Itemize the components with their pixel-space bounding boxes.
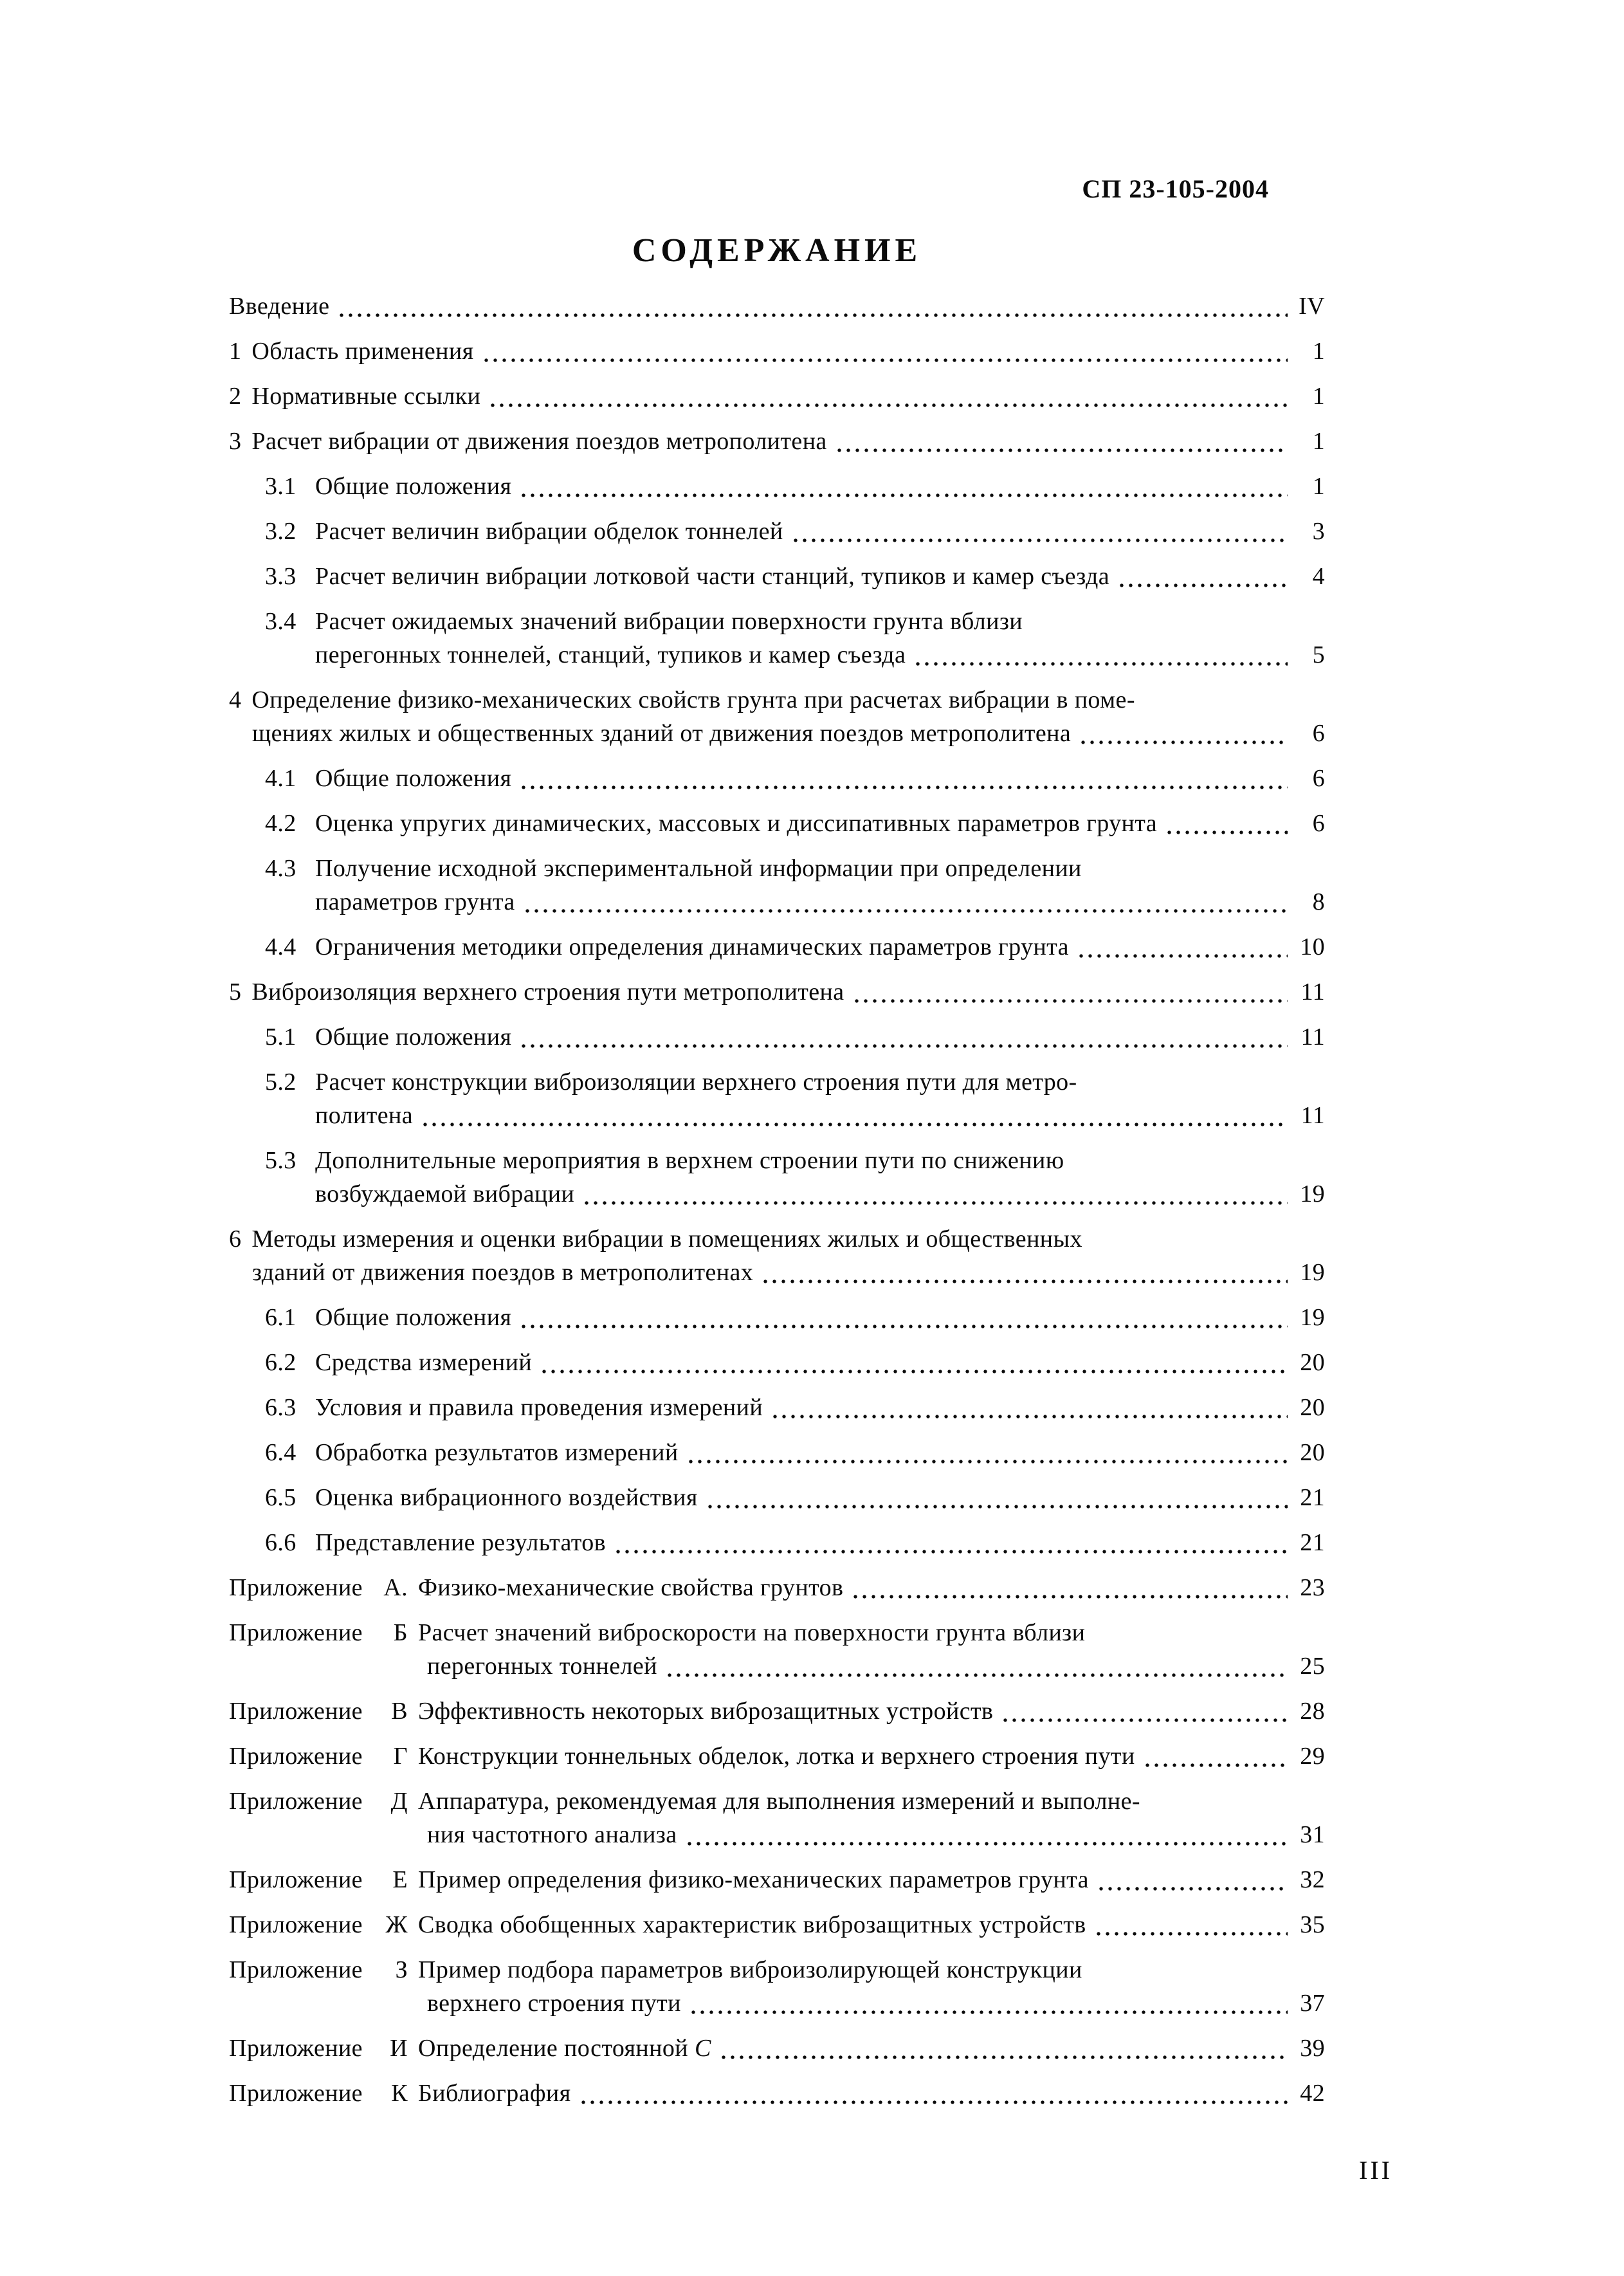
entry-text: Общие положения [315,473,512,500]
entry-text: перегонных тоннелей, станций, тупиков и камер съезда [315,641,906,668]
entry-text: Область применения [251,338,474,365]
page-number: 35 [1300,1911,1325,1938]
entry-text: Представление результатов [315,1529,606,1556]
dot-leader [488,380,1288,413]
toc-entry [229,807,1325,840]
entry-line [229,975,1325,1009]
entry-text: политена [315,1102,414,1129]
entry-line [229,1436,1325,1469]
page-number: 28 [1300,1698,1325,1725]
page-number: 1 [1312,428,1325,455]
page-number: 11 [1300,1023,1325,1051]
dot-leader [337,289,1288,323]
page-number: 21 [1300,1529,1325,1556]
entry-label: 1 [229,338,242,365]
entry-label: 6.1 [265,1304,297,1331]
entry-text: верхнего строения пути [427,1990,681,2017]
dot-leader [614,1526,1288,1559]
toc-entry [229,605,1325,672]
dot-leader [1097,1863,1288,1896]
entry-label: 5.3 [265,1147,297,1174]
appendix-letter: Е [392,1866,408,1893]
entry-line [229,885,1325,919]
page-number: 21 [1300,1484,1325,1511]
entry-line [229,1649,1325,1683]
entry-text: Расчет величин вибрации обделок тоннелей [315,518,783,545]
entry-line [229,852,1325,885]
entry-text: Виброизоляция верхнего строения пути метрополитена [251,978,844,1005]
entry-line [229,1694,1325,1728]
entry-text: Конструкции тоннельных обделок, лотка и верхнего строения пути [418,1743,1135,1770]
entry-line [229,2077,1325,2110]
entry-label [229,1785,408,1818]
page-number: 20 [1300,1439,1325,1466]
page-title: СОДЕРЖАНИЕ [632,232,922,269]
entry-text: Методы измерения и оценки вибрации в помещениях жилых и общественных [251,1225,1082,1253]
entry-label: 3.2 [265,518,297,545]
entry-text: щениях жилых и общественных зданий от движения поездов метрополитена [252,720,1072,747]
entry-label: 4.3 [265,855,297,882]
toc-entry [229,1863,1325,1896]
page-number: 1 [1312,473,1325,500]
entry-text: Общие положения [315,765,512,792]
appendix-word: Приложение [229,1619,363,1646]
dot-leader [665,1649,1288,1683]
page-number: 31 [1300,1821,1325,1848]
entry-line [229,335,1325,368]
appendix-letter: Г [393,1743,408,1770]
entry-label [229,1739,408,1773]
entry-line [229,470,1325,503]
entry-text: Нормативные ссылки [251,383,481,410]
entry-line [229,1099,1325,1132]
page-number: 29 [1300,1743,1325,1770]
entry-text: Оценка вибрационного воздействия [315,1484,698,1511]
entry-label [229,1616,408,1649]
entry-label [229,1953,408,1987]
appendix-word: Приложение [229,1698,363,1725]
dot-leader [519,1301,1288,1334]
page-number: 19 [1300,1180,1325,1207]
page-number: 10 [1300,933,1325,960]
entry-line [229,807,1325,840]
dot-leader [719,2032,1288,2065]
entry-line [229,1818,1325,1851]
entry-label: 6.4 [265,1439,297,1466]
toc-entry [229,1301,1325,1334]
entry-line [229,1987,1325,2020]
toc-entry [229,683,1325,750]
entry-line [229,1346,1325,1379]
entry-text: Пример определения физико-механических параметров грунта [418,1866,1089,1893]
entry-line [229,289,1325,323]
toc-list [229,289,1325,2122]
entry-label: 4 [229,686,242,713]
dot-leader [582,1177,1288,1211]
entry-line [229,1908,1325,1941]
folio-page-number: III [1359,2156,1392,2185]
toc-entry [229,289,1325,323]
entry-text: перегонных тоннелей [427,1653,657,1680]
appendix-letter: Ж [385,1911,408,1938]
entry-text: Пример подбора параметров виброизолирующей конструкции [418,1956,1082,1983]
toc-entry [229,1739,1325,1773]
entry-text: Расчет значений виброскорости на поверхности грунта вблизи [418,1619,1086,1646]
entry-line [229,930,1325,964]
page-number: 4 [1312,563,1325,590]
page-number: 37 [1300,1990,1325,2017]
entry-line [229,1616,1325,1649]
toc-entry [229,1694,1325,1728]
entry-line [229,1301,1325,1334]
dot-leader [1077,930,1288,964]
entry-line [229,1953,1325,1987]
dot-leader [482,335,1288,368]
entry-label: 2 [229,383,242,410]
entry-label: 6 [229,1225,242,1253]
entry-text: Аппаратура, рекомендуемая для выполнения измерений и выполне- [418,1788,1140,1815]
entry-text: Условия и правила проведения измерений [315,1394,763,1421]
dot-leader [421,1099,1288,1132]
entry-label: 3.1 [265,473,297,500]
dot-leader [791,515,1288,548]
dot-leader [1094,1908,1288,1941]
toc-entry [229,515,1325,548]
entry-label: 3.4 [265,608,297,635]
toc-entry [229,1391,1325,1424]
page-number: 19 [1300,1304,1325,1331]
entry-label [229,2032,408,2065]
entry-text: возбуждаемой вибрации [315,1180,575,1207]
entry-text: параметров грунта [315,888,515,915]
entry-line [229,1256,1325,1289]
dot-leader [579,2077,1288,2110]
page-number: 19 [1300,1259,1325,1286]
entry-label [229,1571,408,1604]
page-number: 5 [1312,641,1325,668]
entry-label: 3.3 [265,563,297,590]
appendix-word: Приложение [229,1956,363,1983]
entry-text: Библиография [418,2080,571,2107]
appendix-letter: Д [390,1788,408,1815]
entry-text: зданий от движения поездов в метрополитенах [252,1259,754,1286]
dot-leader [1001,1694,1288,1728]
toc-entry [229,470,1325,503]
toc-entry [229,852,1325,919]
entry-label: 6.5 [265,1484,297,1511]
page-number: 25 [1300,1653,1325,1680]
toc-entry [229,1785,1325,1851]
entry-label: 3 [229,428,242,455]
toc-entry [229,425,1325,458]
appendix-word: Приложение [229,1574,363,1601]
toc-entry [229,1144,1325,1211]
toc-entry [229,1953,1325,2020]
page-number: 6 [1312,720,1325,747]
entry-line [229,762,1325,795]
entry-text: Физико-механические свойства грунтов [418,1574,844,1601]
entry-text: Расчет величин вибрации лотковой части станций, тупиков и камер съезда [315,563,1110,590]
page-number: 11 [1300,978,1325,1005]
entry-label: 5.1 [265,1023,297,1051]
dot-leader [771,1391,1288,1424]
entry-text: Обработка результатов измерений [315,1439,679,1466]
entry-text: Средства измерений [315,1349,533,1376]
toc-entry [229,930,1325,964]
entry-label [229,1908,408,1941]
appendix-letter: К [391,2080,408,2107]
appendix-word: Приложение [229,2035,363,2062]
appendix-letter: В [391,1698,408,1725]
dot-leader [519,1020,1288,1054]
appendix-word: Приложение [229,1743,363,1770]
entry-text: ния частотного анализа [427,1821,677,1848]
entry-label [229,1694,408,1728]
entry-text: Эффективность некоторых виброзащитных устройств [418,1698,994,1725]
entry-text: Общие положения [315,1023,512,1051]
dot-leader [1117,560,1288,593]
entry-line [229,2032,1325,2065]
entry-text: Ограничения методики определения динамических параметров грунта [315,933,1069,960]
dot-leader [1143,1739,1288,1773]
dot-leader [686,1436,1288,1469]
toc-entry [229,762,1325,795]
doc-number: СП 23-105-2004 [1082,174,1269,203]
entry-line [229,1177,1325,1211]
entry-line [229,1571,1325,1604]
entry-text: Дополнительные мероприятия в верхнем строении пути по снижению [315,1147,1064,1174]
toc-entry [229,380,1325,413]
entry-text: Общие положения [315,1304,512,1331]
appendix-letter: И [390,2035,408,2062]
page-number: 6 [1312,765,1325,792]
dot-leader [1079,717,1288,750]
entry-label: 4.4 [265,933,297,960]
page-number: 32 [1300,1866,1325,1893]
entry-text: Расчет вибрации от движения поездов метрополитена [251,428,827,455]
entry-line [229,1739,1325,1773]
entry-line [229,717,1325,750]
entry-line [229,1144,1325,1177]
dot-leader [685,1818,1288,1851]
toc-entry [229,1222,1325,1289]
dot-leader [706,1481,1288,1514]
entry-label: 6.3 [265,1394,297,1421]
dot-leader [852,975,1288,1009]
entry-line [229,605,1325,638]
page-number: 8 [1312,888,1325,915]
entry-label: 5.2 [265,1069,297,1096]
page-number: 11 [1300,1102,1325,1129]
appendix-letter: Б [393,1619,408,1646]
entry-line [229,560,1325,593]
page-number: 20 [1300,1349,1325,1376]
entry-line [229,1222,1325,1256]
toc-entry [229,1481,1325,1514]
appendix-word: Приложение [229,1911,363,1938]
appendix-letter: З [395,1956,408,1983]
dot-leader [523,885,1288,919]
entry-line [229,1481,1325,1514]
entry-label: 4.2 [265,810,297,837]
toc-entry [229,975,1325,1009]
entry-text: Определение постоянной С [418,2035,711,2062]
entry-line [229,380,1325,413]
entry-line [229,515,1325,548]
toc-entry [229,1526,1325,1559]
toc-entry [229,1020,1325,1054]
page-number: 1 [1312,383,1325,410]
dot-leader [519,470,1288,503]
entry-line [229,1785,1325,1818]
dot-leader [835,425,1288,458]
appendix-word: Приложение [229,1866,363,1893]
toc-entry [229,1571,1325,1604]
entry-line [229,1065,1325,1099]
page-number: 23 [1300,1574,1325,1601]
dot-leader [761,1256,1288,1289]
entry-line [229,1526,1325,1559]
toc-entry [229,2077,1325,2110]
toc-entry [229,2032,1325,2065]
entry-text-italic: С [694,2035,711,2062]
dot-leader [519,762,1288,795]
dot-leader [851,1571,1288,1604]
entry-text: Определение физико-механических свойств грунта при расчетах вибрации в поме- [251,686,1135,713]
entry-line [229,1863,1325,1896]
page-number: 3 [1312,518,1325,545]
toc-entry [229,1065,1325,1132]
toc-entry [229,1436,1325,1469]
dot-leader [913,638,1288,672]
entry-line [229,683,1325,717]
appendix-word: Приложение [229,2080,363,2107]
entry-text: Расчет ожидаемых значений вибрации поверхности грунта вблизи [315,608,1023,635]
dot-leader [689,1987,1288,2020]
toc-entry [229,1346,1325,1379]
appendix-word: Приложение [229,1788,363,1815]
entry-label: 6.2 [265,1349,297,1376]
page-number: IV [1299,293,1325,320]
entry-text: Расчет конструкции виброизоляции верхнего строения пути для метро- [315,1069,1077,1096]
toc-entry [229,560,1325,593]
entry-text: Получение исходной экспериментальной информации при определении [315,855,1082,882]
entry-label [229,2077,408,2110]
page-number: 6 [1312,810,1325,837]
dot-leader [1165,807,1288,840]
entry-text: Введение [229,293,330,320]
entry-label: 4.1 [265,765,297,792]
entry-line [229,638,1325,672]
dot-leader [540,1346,1288,1379]
entry-text: Оценка упругих динамических, массовых и диссипативных параметров грунта [315,810,1157,837]
entry-label: 6.6 [265,1529,297,1556]
page-number: 39 [1300,2035,1325,2062]
toc-entry [229,335,1325,368]
entry-line [229,425,1325,458]
appendix-letter: А. [383,1574,408,1601]
entry-text: Сводка обобщенных характеристик виброзащитных устройств [418,1911,1086,1938]
entry-line [229,1391,1325,1424]
page-number: 1 [1312,338,1325,365]
page-number: 20 [1300,1394,1325,1421]
toc-entry [229,1616,1325,1683]
entry-line [229,1020,1325,1054]
entry-label: 5 [229,978,242,1005]
entry-label [229,1863,408,1896]
page-number: 42 [1300,2080,1325,2107]
toc-entry [229,1908,1325,1941]
